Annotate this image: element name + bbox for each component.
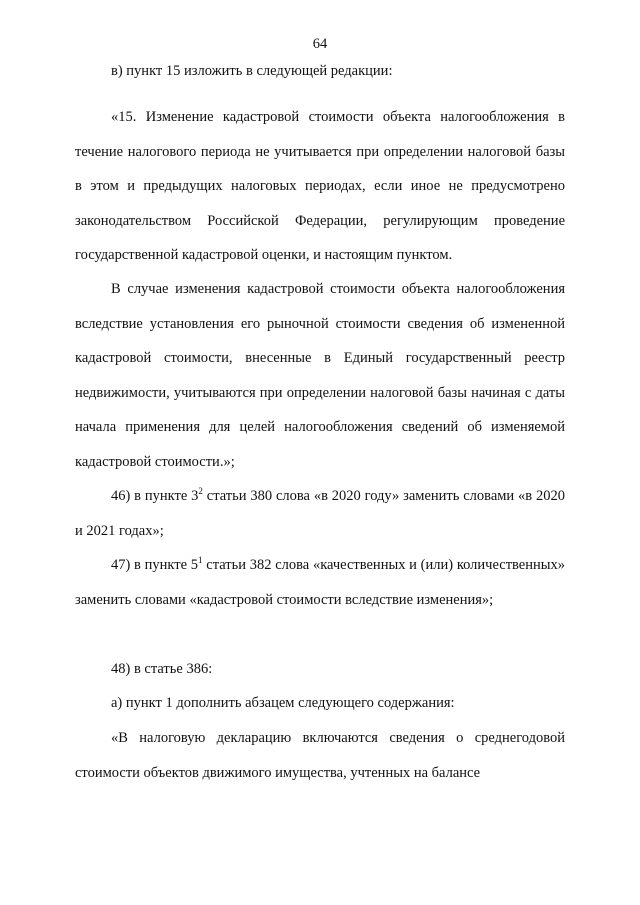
paragraph-item-a: а) пункт 1 дополнить абзацем следующего содержания: [111, 695, 455, 711]
paragraph-item-46-after: статьи 380 слова «в 2020 году» заменить словами «в 2020 и 2021 годах»; [75, 488, 566, 539]
paragraph-item-47-before: 47) в пункте 5 [111, 557, 199, 573]
superscript: 1 [198, 555, 203, 566]
paragraph-item-46 [75, 479, 565, 548]
paragraph-item-47-after: статьи 382 слова «качественных и (или) количественных» заменить словами «кадастровой стоимости вследствие изменения»; [75, 557, 566, 608]
paragraph-item-47 [75, 548, 565, 617]
paragraph-cadastral-change: В случае изменения кадастровой стоимости объекта налогообложения вследствие установления его рыночной стоимости сведения об измененной кадастровой стоимости, внесенные в Единый государственный реестр недвижимости, учитываются при определении налоговой базы начиная с даты начала применения для целей налогообложения сведений об изменяемой кадастровой стоимости.»; [75, 281, 565, 470]
paragraph-declaration: «В налоговую декларацию включаются сведения о среднегодовой стоимости объектов движимого имущества, учтенных на балансе [75, 730, 565, 781]
paragraph-item-v: в) пункт 15 изложить в следующей редакции: [111, 63, 393, 79]
paragraph-item-48: 48) в статье 386: [111, 661, 213, 677]
page-number: 64 [312, 36, 328, 52]
paragraph-item-15: «15. Изменение кадастровой стоимости объекта налогообложения в течение налогового периода не учитывается при определении налоговой базы в этом и предыдущих налоговых периодах, если иное не предусмотрено законодательством Российской Федерации, регулирующим проведение государственной кадастровой оценки, и настоящим пунктом. [75, 109, 565, 263]
paragraph-item-46-before: 46) в пункте 3 [111, 488, 199, 504]
superscript: 2 [198, 486, 203, 497]
